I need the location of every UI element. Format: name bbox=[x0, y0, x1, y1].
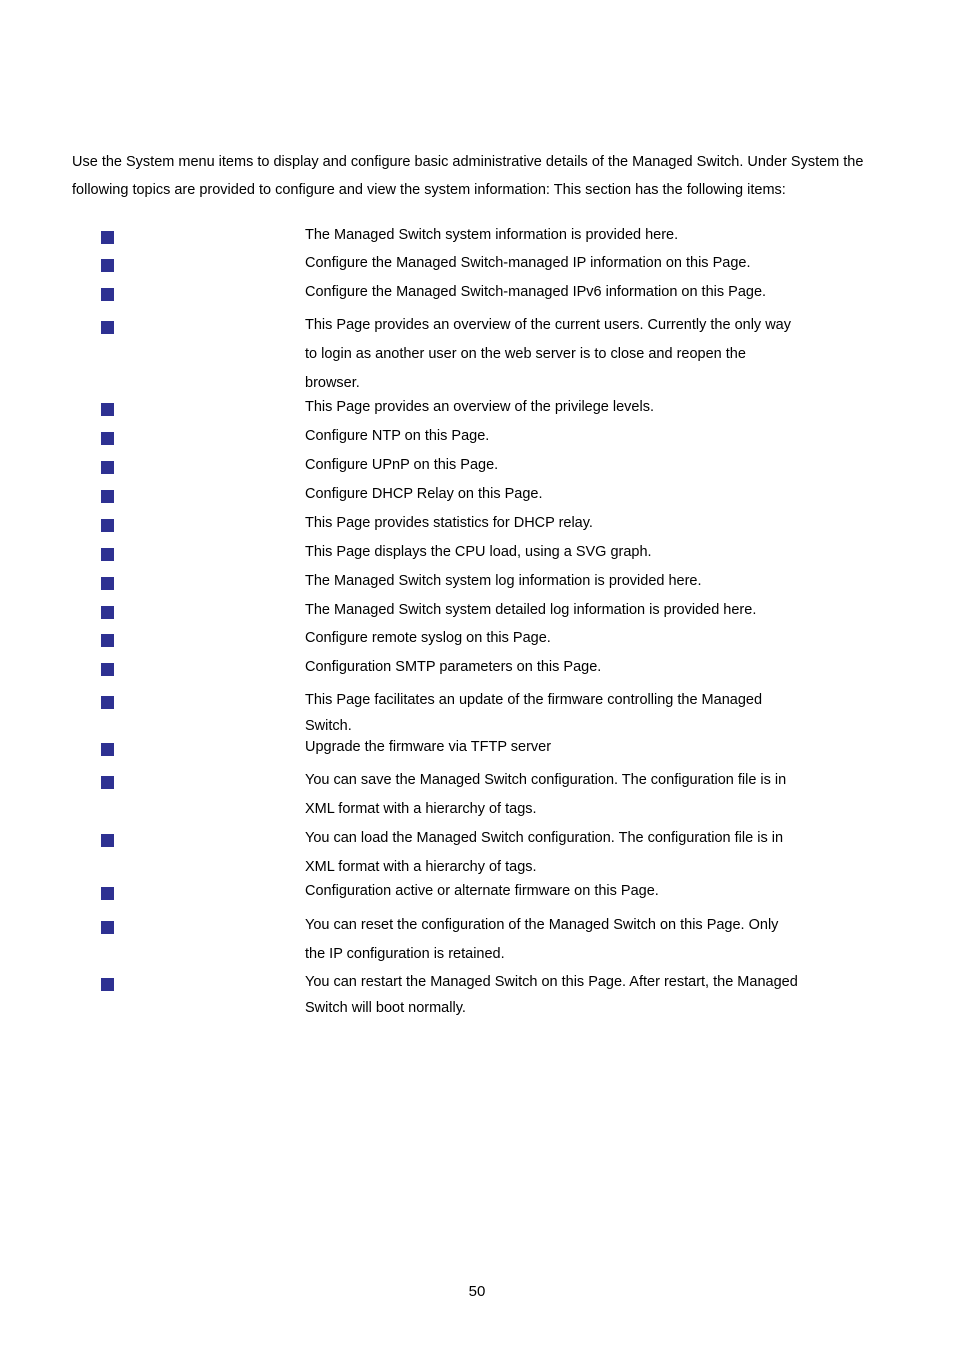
description-line: XML format with a hierarchy of tags. bbox=[305, 801, 537, 817]
square-bullet-icon bbox=[101, 288, 114, 301]
square-bullet-icon bbox=[101, 634, 114, 647]
item-description bbox=[305, 543, 791, 561]
square-bullet-icon bbox=[101, 321, 114, 334]
item-description bbox=[305, 456, 791, 474]
square-bullet-icon bbox=[101, 519, 114, 532]
item-description bbox=[305, 398, 791, 416]
description-line: You can restart the Managed Switch on this Page. After restart, the Managed bbox=[305, 974, 798, 990]
square-bullet-icon bbox=[101, 776, 114, 789]
square-bullet-icon bbox=[101, 432, 114, 445]
description-line: the IP configuration is retained. bbox=[305, 946, 505, 962]
item-description bbox=[305, 738, 791, 756]
item-description bbox=[305, 882, 791, 900]
description-line: This Page displays the CPU load, using a SVG graph. bbox=[305, 544, 652, 560]
square-bullet-icon bbox=[101, 663, 114, 676]
square-bullet-icon bbox=[101, 577, 114, 590]
item-description bbox=[305, 254, 791, 272]
square-bullet-icon bbox=[101, 696, 114, 709]
square-bullet-icon bbox=[101, 231, 114, 244]
intro-paragraph bbox=[72, 148, 872, 204]
item-description bbox=[305, 485, 791, 503]
square-bullet-icon bbox=[101, 490, 114, 503]
item-description bbox=[305, 427, 791, 445]
intro-line: following topics are provided to configure and view the system information: This section has the following items: bbox=[72, 182, 786, 198]
description-line: This Page facilitates an update of the firmware controlling the Managed bbox=[305, 692, 763, 708]
item-description bbox=[305, 601, 791, 619]
description-line: The Managed Switch system information is provided here. bbox=[305, 227, 679, 243]
item-description bbox=[305, 226, 791, 244]
description-line: Switch. bbox=[305, 718, 352, 734]
item-description bbox=[305, 766, 791, 824]
description-line: Configure the Managed Switch-managed IP information on this Page. bbox=[305, 255, 751, 271]
description-line: XML format with a hierarchy of tags. bbox=[305, 859, 537, 875]
description-line: Configure the Managed Switch-managed IPv6 information on this Page. bbox=[305, 284, 767, 300]
square-bullet-icon bbox=[101, 978, 114, 991]
description-line: Configure NTP on this Page. bbox=[305, 428, 490, 444]
description-line: Upgrade the firmware via TFTP server bbox=[305, 739, 552, 755]
description-line: Switch will boot normally. bbox=[305, 1000, 466, 1016]
item-description bbox=[305, 824, 791, 882]
square-bullet-icon bbox=[101, 887, 114, 900]
description-line: The Managed Switch system detailed log information is provided here. bbox=[305, 602, 757, 618]
description-line: Configure DHCP Relay on this Page. bbox=[305, 486, 543, 502]
item-description bbox=[305, 969, 798, 1021]
square-bullet-icon bbox=[101, 743, 114, 756]
square-bullet-icon bbox=[101, 606, 114, 619]
description-line: You can load the Managed Switch configuration. The configuration file is in bbox=[305, 830, 784, 846]
description-line: You can save the Managed Switch configuration. The configuration file is in bbox=[305, 772, 787, 788]
description-line: This Page provides an overview of the current users. Currently the only way bbox=[305, 317, 791, 333]
description-line: to login as another user on the web server is to close and reopen the bbox=[305, 346, 746, 362]
description-line: Configuration active or alternate firmware on this Page. bbox=[305, 883, 659, 899]
item-description bbox=[305, 629, 791, 647]
square-bullet-icon bbox=[101, 548, 114, 561]
intro-line: Use the System menu items to display and configure basic administrative details of the Managed Switch. Under System the bbox=[72, 154, 864, 170]
description-line: browser. bbox=[305, 375, 360, 391]
square-bullet-icon bbox=[101, 403, 114, 416]
square-bullet-icon bbox=[101, 921, 114, 934]
description-line: Configuration SMTP parameters on this Page. bbox=[305, 659, 602, 675]
item-description bbox=[305, 311, 791, 398]
item-description bbox=[305, 572, 791, 590]
description-line: This Page provides an overview of the privilege levels. bbox=[305, 399, 654, 415]
description-line: Configure UPnP on this Page. bbox=[305, 457, 499, 473]
description-line: This Page provides statistics for DHCP relay. bbox=[305, 515, 593, 531]
square-bullet-icon bbox=[101, 834, 114, 847]
item-description bbox=[305, 658, 791, 676]
page-number: 50 bbox=[468, 1283, 486, 1300]
item-description bbox=[305, 911, 791, 969]
item-description bbox=[305, 514, 791, 532]
description-line: Configure remote syslog on this Page. bbox=[305, 630, 551, 646]
item-description bbox=[305, 283, 791, 301]
description-line: You can reset the configuration of the Managed Switch on this Page. Only bbox=[305, 917, 779, 933]
square-bullet-icon bbox=[101, 259, 114, 272]
item-description bbox=[305, 687, 791, 739]
square-bullet-icon bbox=[101, 461, 114, 474]
description-line: The Managed Switch system log information is provided here. bbox=[305, 573, 702, 589]
